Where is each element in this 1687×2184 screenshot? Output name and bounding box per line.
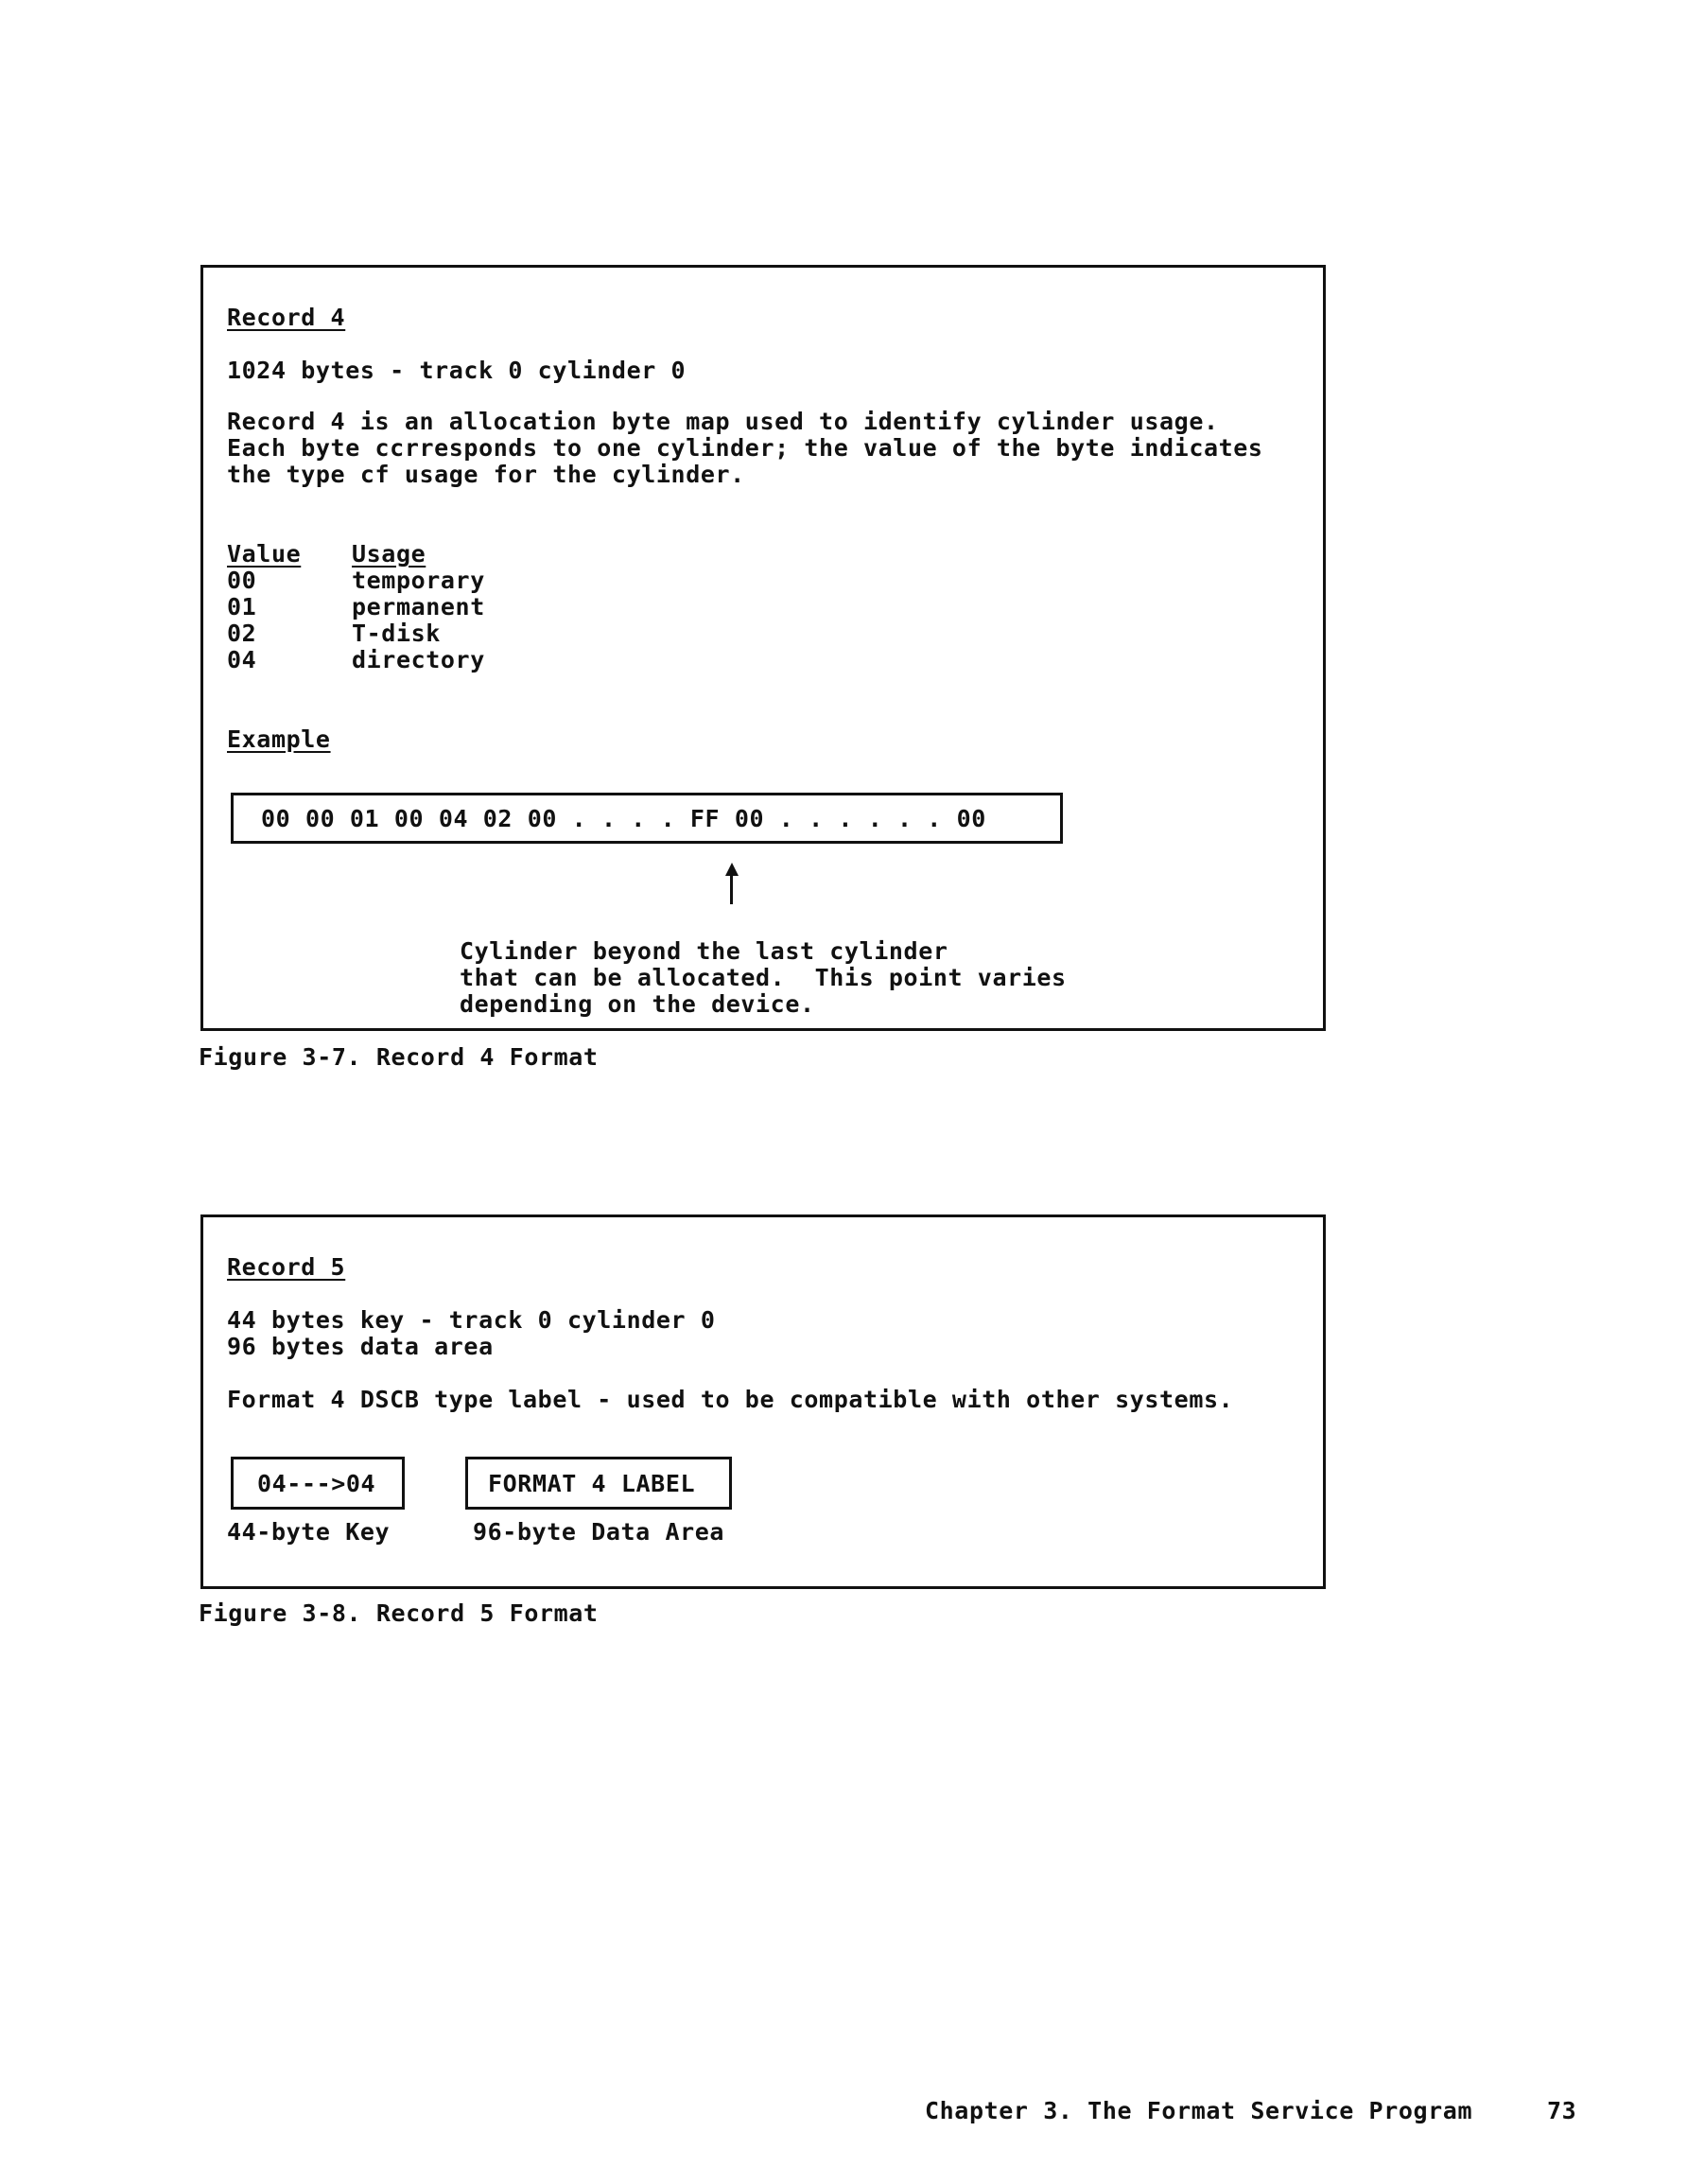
record-5-description: Format 4 DSCB type label - used to be compatible with other systems.: [227, 1386, 1234, 1413]
record-4-description-line: the type cf usage for the cylinder.: [227, 461, 745, 488]
value-cell: 04: [227, 646, 257, 673]
page-number: 73: [1547, 2097, 1577, 2124]
value-cell: 01: [227, 593, 257, 620]
figure-3-7-caption: Figure 3-7. Record 4 Format: [199, 1043, 599, 1071]
annotation-line: depending on the device.: [460, 990, 815, 1018]
key-box-text: 04--->04: [257, 1470, 376, 1497]
arrow-shaft: [730, 872, 733, 904]
value-column-header: Value: [227, 540, 302, 568]
chapter-footer: Chapter 3. The Format Service Program: [925, 2097, 1473, 2124]
usage-cell: temporary: [352, 567, 485, 594]
data-area-label: 96-byte Data Area: [473, 1518, 725, 1546]
data-area-box-text: FORMAT 4 LABEL: [488, 1470, 696, 1497]
usage-cell: permanent: [352, 593, 485, 620]
byte-map-values: 00 00 01 00 04 02 00 . . . . FF 00 . . . . . . 00: [261, 805, 986, 832]
key-label: 44-byte Key: [227, 1518, 391, 1546]
usage-column-header: Usage: [352, 540, 426, 568]
record-5-heading: Record 5: [227, 1253, 346, 1281]
example-heading: Example: [227, 725, 331, 753]
annotation-line: that can be allocated. This point varies: [460, 964, 1067, 991]
usage-cell: T-disk: [352, 620, 441, 647]
record-4-heading: Record 4: [227, 304, 346, 331]
record-4-description-line: Each byte ccrresponds to one cylinder; the value of the byte indicates: [227, 434, 1263, 462]
record-4-size: 1024 bytes - track 0 cylinder 0: [227, 357, 687, 384]
figure-3-8-caption: Figure 3-8. Record 5 Format: [199, 1599, 599, 1627]
record-4-description-line: Record 4 is an allocation byte map used to identify cylinder usage.: [227, 408, 1219, 435]
value-cell: 00: [227, 567, 257, 594]
usage-cell: directory: [352, 646, 485, 673]
record-5-size-line: 96 bytes data area: [227, 1333, 494, 1360]
value-cell: 02: [227, 620, 257, 647]
annotation-line: Cylinder beyond the last cylinder: [460, 937, 948, 965]
record-5-size-line: 44 bytes key - track 0 cylinder 0: [227, 1306, 716, 1334]
